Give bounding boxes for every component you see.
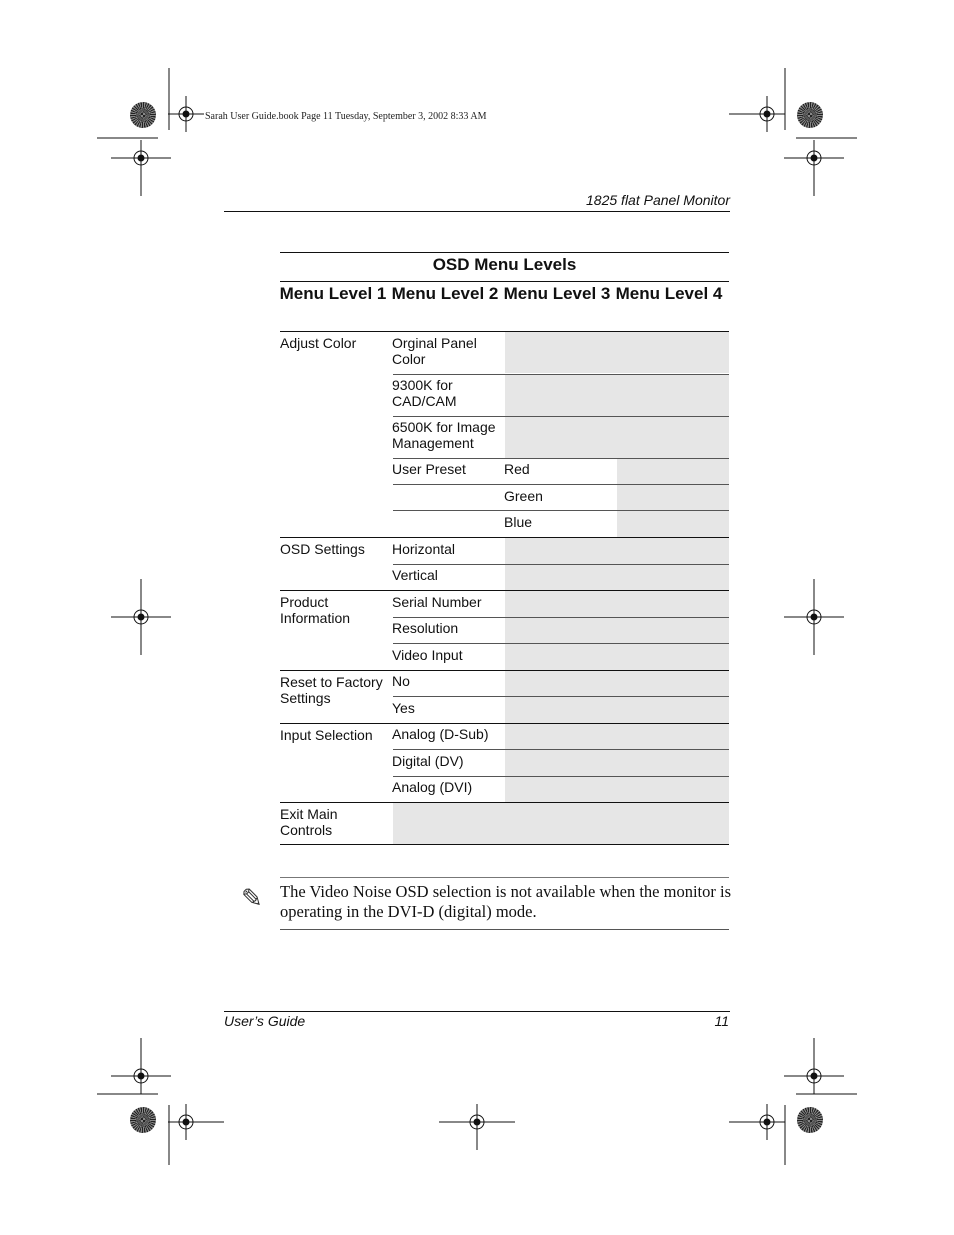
level2-cell: Yes [392, 700, 415, 716]
pencil-icon: ✎ [241, 884, 263, 914]
level1-cell: Adjust Color [280, 335, 357, 351]
level2-cell: Serial Number [392, 594, 482, 610]
level1-cell: Exit Main Controls [280, 806, 338, 838]
level2-cell: Resolution [392, 620, 459, 636]
note-text: The Video Noise OSD selection is not available when the monitor is operating in the DVI-D (digital) mode. [280, 882, 731, 921]
level2-cell: Analog (DVI) [392, 779, 473, 795]
level2-cell: Digital (DV) [392, 753, 464, 769]
level2-cell: Video Input [392, 647, 463, 663]
level2-cell: Analog (D-Sub) [392, 726, 489, 742]
level2-cell: User Preset [392, 461, 466, 477]
level2-cell: Horizontal [392, 541, 456, 557]
level2-cell: 6500K for Image Management [392, 419, 496, 451]
level1-cell: Input Selection [280, 727, 373, 743]
running-header: 1825 flat Panel Monitor [586, 192, 730, 208]
level1-cell: OSD Settings [280, 541, 365, 557]
page-number: 11 [714, 1013, 729, 1029]
column-header-level-3: Menu Level 3 [503, 284, 611, 303]
column-header-level-2: Menu Level 2 [391, 284, 499, 303]
registration-disc [797, 102, 823, 128]
registration-disc [130, 1107, 156, 1133]
registration-disc [130, 102, 156, 128]
table-title: OSD Menu Levels [432, 255, 577, 274]
level2-cell: 9300K for CAD/CAM [392, 377, 457, 409]
level1-cell: Product Information [280, 594, 351, 626]
column-header-level-4: Menu Level 4 [615, 284, 723, 303]
registration-disc [797, 1107, 823, 1133]
level3-cell: Green [504, 488, 543, 504]
column-header-level-1: Menu Level 1 [279, 284, 387, 303]
level2-cell: No [392, 673, 410, 689]
footer-title: User’s Guide [224, 1013, 306, 1029]
level2-cell: Orginal Panel Color [392, 335, 477, 367]
level3-cell: Blue [504, 514, 533, 530]
level2-cell: Vertical [392, 567, 438, 583]
level1-cell: Reset to Factory Settings [280, 674, 383, 706]
level3-cell: Red [504, 461, 530, 477]
print-info: Sarah User Guide.book Page 11 Tuesday, September 3, 2002 8:33 AM [205, 111, 487, 122]
